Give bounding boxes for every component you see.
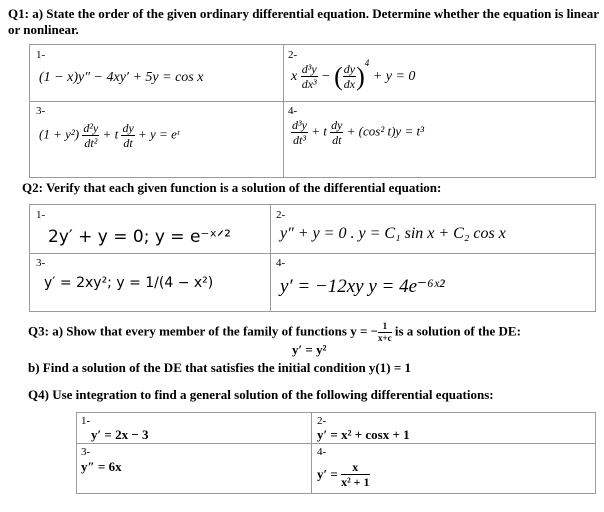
q4-item-4-frac-num: x	[341, 461, 369, 475]
q3-part-b: b) Find a solution of the DE that satisfies the initial condition y(1) = 1	[28, 360, 411, 375]
q1-item-3-frac-1	[82, 122, 99, 149]
q1-item-3-coeff: (1 + y²)	[39, 126, 80, 142]
q2-item-1-equation: 2y′ + y = 0; y = e⁻ˣᐟ²	[48, 227, 231, 247]
right-paren: )	[356, 61, 365, 91]
q1-item-4-frac-2	[330, 119, 343, 146]
q4-item-1-number: 1-	[81, 415, 91, 427]
q1-item-4-frac-1	[291, 119, 308, 146]
q2-item-2-number: 2-	[276, 209, 286, 221]
q1-item-3-frac-2	[121, 122, 134, 149]
q4-item-3-equation: y″ = 6x	[81, 459, 122, 474]
q1-item-3-frac-1-num: d²y	[83, 121, 99, 135]
q3-part-a-text: Q3: a) Show that every member of the family of functions y = −	[28, 323, 379, 339]
q1-item-3-equation	[39, 122, 179, 149]
left-paren: (	[334, 61, 343, 91]
q1-item-4-frac-1-num: d³y	[292, 118, 307, 132]
q1-item-3-frac-2-num: dy	[122, 121, 134, 135]
q2-item-2-equation: y″ + y = 0 . y = C₁ sin x + C₂ cos x	[280, 225, 506, 242]
q2-item-3-equation: y′ = 2xy²; y = 1/(4 − x²)	[44, 275, 214, 291]
q4-item-3-number: 3-	[81, 446, 91, 458]
q1-item-2-fraction	[301, 63, 318, 90]
q4-item-1-equation: y′ = 2x − 3	[91, 427, 149, 442]
q1-item-4-mid: + t	[311, 123, 327, 139]
q1-item-2-minus: −	[321, 69, 331, 84]
q1-table	[29, 44, 596, 178]
q4-item-4-fraction	[341, 461, 369, 488]
q4-item-4-frac-den: x² + 1	[341, 475, 370, 489]
q3-function-fraction	[378, 322, 392, 343]
q1-item-2-number: 2-	[288, 49, 298, 61]
q1-item-2-paren-num: dy	[343, 62, 356, 77]
q1-item-3-mid: + t	[102, 126, 119, 142]
q1-item-4-frac-1-den: dt³	[293, 133, 306, 147]
q4-heading: Q4) Use integration to find a general solution of the following differential equations:	[28, 387, 494, 402]
q1-item-3-number: 3-	[36, 105, 46, 117]
q1-item-2-equation	[291, 58, 415, 92]
q4-item-4-lhs: y′ =	[317, 466, 338, 482]
q2-item-3-number: 3-	[36, 257, 46, 269]
q4-table	[76, 412, 596, 494]
q2-item-1-number: 1-	[36, 209, 46, 221]
q1-item-3-rhs: + y = eᵗ	[138, 126, 180, 142]
q3-frac-num: 1	[378, 322, 392, 333]
q1-item-3-frac-2-den: dt	[123, 136, 133, 150]
q1-item-4-number: 4-	[288, 105, 298, 117]
q3-frac-den: x+c	[378, 333, 392, 343]
q2-heading: Q2: Verify that each given function is a solution of the differential equation:	[22, 180, 442, 195]
q4-item-2-number: 2-	[317, 415, 327, 427]
q4-item-4-number: 4-	[317, 446, 327, 458]
q1-item-2-rhs: + y = 0	[372, 69, 416, 84]
q1-item-2-frac-num: d³y	[301, 62, 317, 77]
q1-item-2-frac-den: dx³	[301, 77, 317, 92]
q1-item-2-power: 4	[364, 58, 370, 68]
q2-item-4-number: 4-	[276, 257, 286, 269]
q2-item-4-equation: y′ = −12xy y = 4e⁻⁶ˣ²	[280, 276, 445, 297]
q1-item-4-frac-2-den: dt	[332, 133, 342, 147]
q1-item-4-rhs: + (cos² t)y = t³	[346, 123, 424, 139]
q3-part-a	[28, 322, 521, 343]
q4-item-2-equation: y′ = x² + cosx + 1	[317, 427, 410, 442]
q1-heading: Q1: a) State the order of the given ordinary differential equation. Determine whether the equation is linear or nonlinear.	[8, 6, 599, 37]
q1-item-4-frac-2-num: dy	[331, 118, 343, 132]
q3-part-a-text-end: is a solution of the DE:	[391, 323, 521, 339]
q1-item-2-coeff: x	[291, 69, 298, 84]
q1-item-1-equation: (1 − x)y″ − 4xy′ + 5y = cos x	[39, 70, 204, 85]
q4-item-4-equation	[317, 461, 370, 488]
q1-item-4-equation	[291, 119, 424, 146]
q1-item-2-paren-fraction	[343, 63, 356, 90]
q2-table	[29, 204, 596, 312]
q3-de: y′ = y²	[292, 342, 327, 357]
q1-item-3-frac-1-den: dt²	[84, 136, 98, 150]
q1-item-2-paren-den: dx	[343, 77, 356, 92]
q1-item-1-number: 1-	[36, 49, 46, 61]
